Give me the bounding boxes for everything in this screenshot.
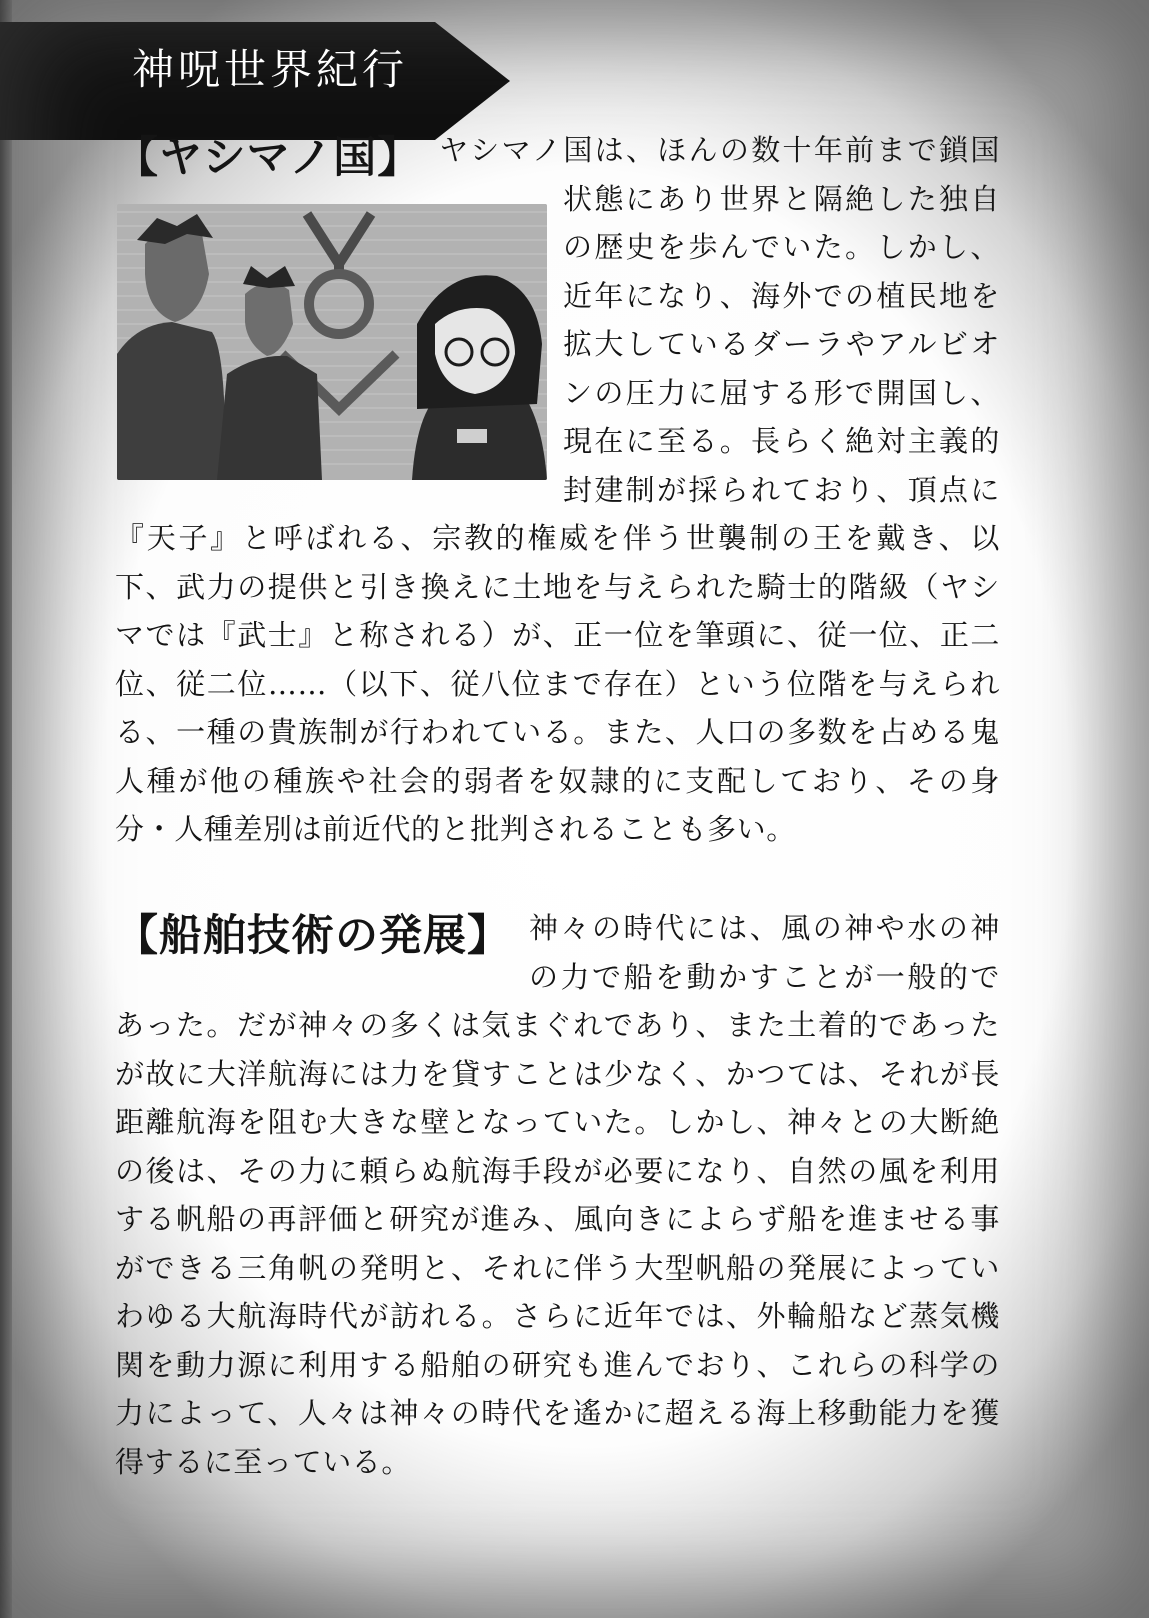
banner-title: 神呪世界紀行	[132, 45, 409, 94]
page-edge-shadow	[0, 0, 12, 1618]
section-heading-yashima: 【ヤシマノ国】	[115, 133, 422, 183]
section-body-shipbuilding: 神々の時代には、風の神や水の神の力で船を動かすことが一般的であった。だが神々の多くは気まぐれであり、また土着的であったが故に大洋航海には力を貸すことは少なく、かつては、それが長距離航海を阻む大きな壁となっていた。しかし、神々との大断絶の後は、その力に頼らぬ航海手段が必要になり、自然の風を利用する帆船の再評価と研究が進み、風向きによらず船を進ませる事ができる三角帆の発明と、それに伴う大型帆船の発展によっていわゆる大航海時代が訪れる。さらに近年では、外輪船など蒸気機関を動力源に利用する船舶の研究も進んでおり、これらの科学の力によって、人々は神々の時代を遙かに超える海上移動能力を獲得するに至っている。	[115, 911, 1000, 1479]
section-body-yashima: ヤシマノ国は、ほんの数十年前まで鎖国状態にあり世界と隔絶した独自の歴史を歩んでいた。しかし、近年になり、海外での植民地を拡大しているダーラやアルビオンの圧力に屈する形で開国し、現在に至る。長らく絶対主義的封建制が採られており、頂点に『天子』と呼ばれる、宗教的権威を伴う世襲制の王を戴き、以下、武力の提供と引き換えに土地を与えられた騎士的階級（ヤシマでは『武士』と称される）が、正一位を筆頭に、従一位、正二位、従二位……（以下、従八位まで存在）という位階を与えられる、一種の貴族制が行われている。また、人口の多数を占める鬼人種が他の種族や社会的弱者を奴隷的に支配しており、その身分・人種差別は前近代的と批判されることも多い。	[115, 133, 1000, 846]
section-yashima	[115, 126, 1000, 854]
section-shipbuilding	[115, 904, 1000, 1486]
section-heading-shipbuilding: 【船舶技術の発展】	[115, 911, 511, 961]
illustration-three-figures	[117, 204, 547, 480]
